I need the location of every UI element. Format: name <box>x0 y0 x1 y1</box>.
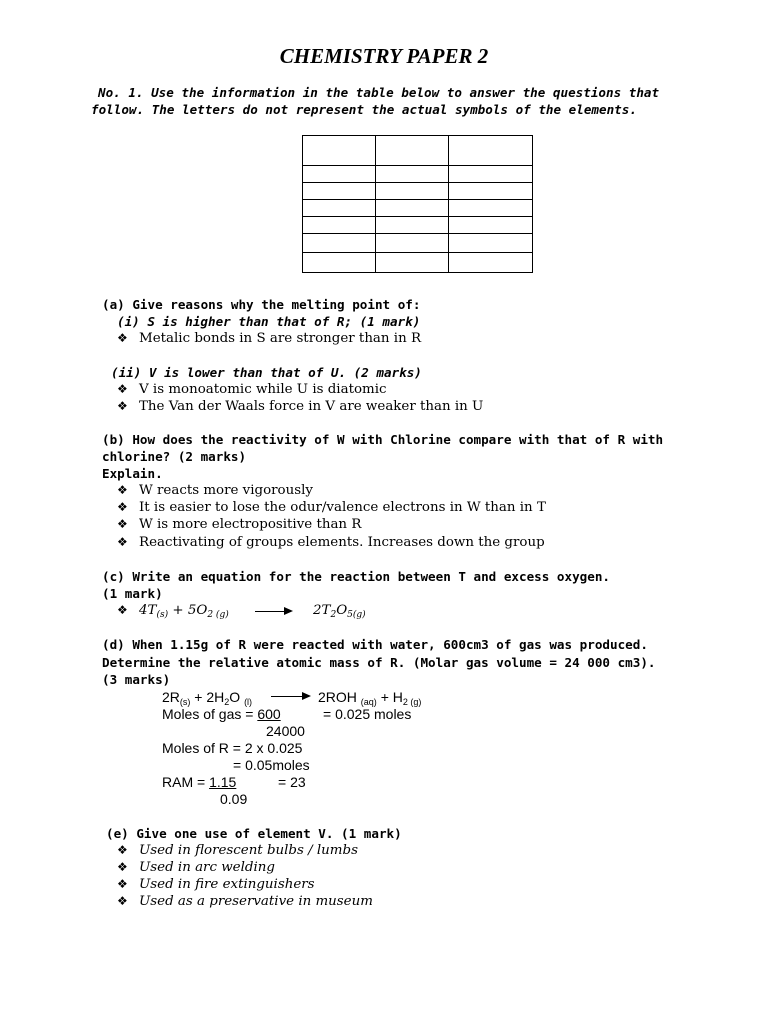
bullet-icon: ❖ <box>117 500 128 514</box>
bullet-icon: ❖ <box>117 382 128 396</box>
bullet-icon: ❖ <box>117 535 128 549</box>
moles-gas-line: Moles of gas = 600 <box>162 706 281 722</box>
equation-c-products: $2T_2O_{5(g)}$ <box>313 603 366 620</box>
table-cell <box>376 166 449 183</box>
ram-line: RAM = 1.15 <box>162 774 237 790</box>
table-cell <box>376 183 449 200</box>
table-cell <box>303 200 376 217</box>
table-cell <box>449 200 533 217</box>
question-c-line-2: (1 mark) <box>102 586 163 601</box>
table-cell <box>449 217 533 234</box>
bullet-icon: ❖ <box>117 877 128 891</box>
bullet-icon: ❖ <box>117 483 128 497</box>
reaction-arrow-icon <box>255 611 291 612</box>
intro-line-2: follow. The letters do not represent the actual symbols of the elements. <box>91 102 637 117</box>
table-cell <box>376 136 449 166</box>
question-a-ii: (ii) V is lower than that of U. (2 marks) <box>111 365 422 380</box>
table-cell <box>303 234 376 253</box>
question-b-line-2: chlorine? (2 marks) <box>102 449 247 464</box>
answer-item: ❖ The Van der Waals force in V are weaker than in U <box>117 399 484 414</box>
ram-result: = 23 <box>278 774 306 790</box>
element-table <box>302 135 533 273</box>
moles-r-line-2: = 0.05moles <box>233 757 310 773</box>
answer-item: ❖ Used in fire extinguishers <box>117 877 315 892</box>
answer-item: ❖ Used in arc welding <box>117 860 275 875</box>
bullet-icon: ❖ <box>117 399 128 413</box>
answer-item: ❖ W reacts more vigorously <box>117 483 313 498</box>
answer-item: ❖ Metalic bonds in S are stronger than in R <box>117 331 422 346</box>
equation-d-reactants: $2R_{(s)} + 2H_2O$ $_{(l)}$ <box>162 689 253 707</box>
equation-c-reactants: ❖ $4T_{(s)} + 5O_{2 (g)}$ <box>117 603 229 620</box>
question-c-line-1: (c) Write an equation for the reaction between T and excess oxygen. <box>102 569 610 584</box>
question-b-explain: Explain. <box>102 466 163 481</box>
reaction-arrow-icon <box>271 696 309 697</box>
table-cell <box>303 253 376 273</box>
equation-d-products: 2ROH $_{(aq)} + H_{2 (g)}$ <box>318 689 422 707</box>
question-b-line-1: (b) How does the reactivity of W with Chlorine compare with that of R with <box>102 432 664 447</box>
question-a: (a) Give reasons why the melting point of: <box>102 297 421 312</box>
answer-item: ❖ It is easier to lose the odur/valence electrons in W than in T <box>117 500 546 515</box>
answer-item: ❖ Used in florescent bulbs / lumbs <box>117 843 358 858</box>
table-cell <box>376 217 449 234</box>
table-cell <box>303 166 376 183</box>
question-e: (e) Give one use of element V. (1 mark) <box>106 826 402 841</box>
table-cell <box>449 253 533 273</box>
bullet-icon: ❖ <box>117 843 128 857</box>
bullet-icon: ❖ <box>117 331 128 345</box>
intro-line-1: No. 1. Use the information in the table below to answer the questions that <box>98 85 660 100</box>
table-cell <box>303 183 376 200</box>
question-d-line-2: Determine the relative atomic mass of R. (Molar gas volume = 24 000 cm3). <box>102 655 656 670</box>
answer-item: ❖ W is more electropositive than R <box>117 517 362 532</box>
question-d-line-1: (d) When 1.15g of R were reacted with water, 600cm3 of gas was produced. <box>102 637 648 652</box>
bullet-icon: ❖ <box>117 603 128 617</box>
answer-item: ❖ V is monoatomic while U is diatomic <box>117 382 387 397</box>
question-d-line-3: (3 marks) <box>102 672 171 687</box>
ram-denominator: 0.09 <box>220 791 248 807</box>
table-cell <box>449 183 533 200</box>
table-cell <box>303 136 376 166</box>
question-a-i: (i) S is higher than that of R; (1 mark) <box>117 314 421 329</box>
table-cell <box>449 234 533 253</box>
table-cell <box>449 166 533 183</box>
bullet-icon: ❖ <box>117 860 128 874</box>
answer-item: ❖ Reactivating of groups elements. Increases down the group <box>117 535 545 550</box>
moles-gas-result: = 0.025 moles <box>323 706 412 722</box>
moles-gas-denominator: 24000 <box>266 723 305 739</box>
table-cell <box>376 253 449 273</box>
bullet-icon: ❖ <box>117 894 128 908</box>
bullet-icon: ❖ <box>117 517 128 531</box>
answer-item: ❖ Used as a preservative in museum <box>117 894 373 909</box>
page-title: CHEMISTRY PAPER 2 <box>279 44 489 68</box>
table-cell <box>449 136 533 166</box>
table-cell <box>303 217 376 234</box>
table-cell <box>376 234 449 253</box>
moles-r-line-1: Moles of R = 2 x 0.025 <box>162 740 303 756</box>
table-cell <box>376 200 449 217</box>
